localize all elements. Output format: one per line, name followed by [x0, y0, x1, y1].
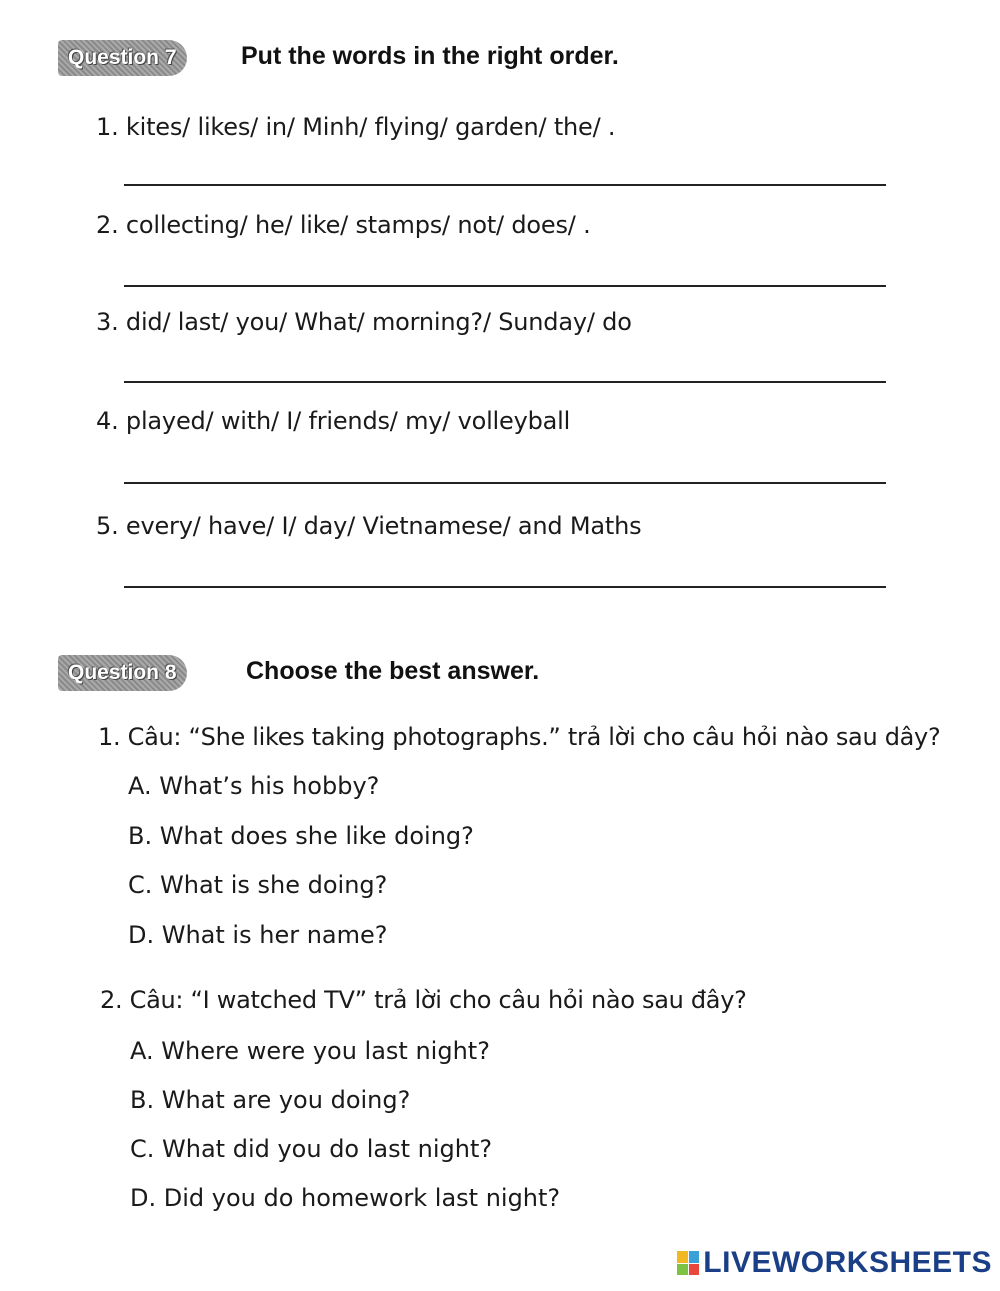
reorder-item-4: 4. played/ with/ I/ friends/ my/ volleyball: [96, 407, 571, 435]
liveworksheets-logo-icon: [677, 1251, 699, 1275]
logo-cell-1: [677, 1251, 688, 1263]
question-8-instruction: Choose the best answer.: [246, 657, 540, 685]
question-8-badge: Question 8: [58, 655, 187, 691]
answer-line-2[interactable]: [124, 285, 886, 287]
mcq-question-1: 1. Câu: “She likes taking photographs.” trả lời cho câu hỏi nào sau dây?: [98, 723, 941, 751]
logo-cell-4: [689, 1264, 700, 1276]
question-7-instruction: Put the words in the right order.: [241, 42, 619, 70]
mcq-2-option-b[interactable]: B. What are you doing?: [130, 1086, 411, 1114]
mcq-question-2: 2. Câu: “I watched TV” trả lời cho câu hỏi nào sau đây?: [100, 986, 747, 1014]
liveworksheets-wordmark: LIVEWORKSHEETS: [703, 1246, 992, 1279]
logo-cell-2: [689, 1251, 700, 1263]
mcq-2-option-a[interactable]: A. Where were you last night?: [130, 1037, 490, 1065]
liveworksheets-brand: [677, 1247, 992, 1279]
answer-line-3[interactable]: [124, 381, 886, 383]
mcq-2-option-c[interactable]: C. What did you do last night?: [130, 1135, 493, 1163]
mcq-1-option-d[interactable]: D. What is her name?: [128, 921, 388, 949]
question-7-badge: Question 7: [58, 40, 187, 76]
reorder-item-1: 1. kites/ likes/ in/ Minh/ flying/ garden/ the/ .: [96, 113, 616, 141]
reorder-item-2: 2. collecting/ he/ like/ stamps/ not/ does/ .: [96, 211, 591, 239]
mcq-1-option-b[interactable]: B. What does she like doing?: [128, 822, 474, 850]
answer-line-4[interactable]: [124, 482, 886, 484]
reorder-item-5: 5. every/ have/ I/ day/ Vietnamese/ and Maths: [96, 512, 642, 540]
mcq-1-option-c[interactable]: C. What is she doing?: [128, 871, 388, 899]
reorder-item-3: 3. did/ last/ you/ What/ morning?/ Sunday/ do: [96, 308, 632, 336]
answer-line-1[interactable]: [124, 184, 886, 186]
mcq-2-option-d[interactable]: D. Did you do homework last night?: [130, 1184, 561, 1212]
answer-line-5[interactable]: [124, 586, 886, 588]
mcq-1-option-a[interactable]: A. What’s his hobby?: [128, 772, 380, 800]
logo-cell-3: [677, 1264, 688, 1276]
